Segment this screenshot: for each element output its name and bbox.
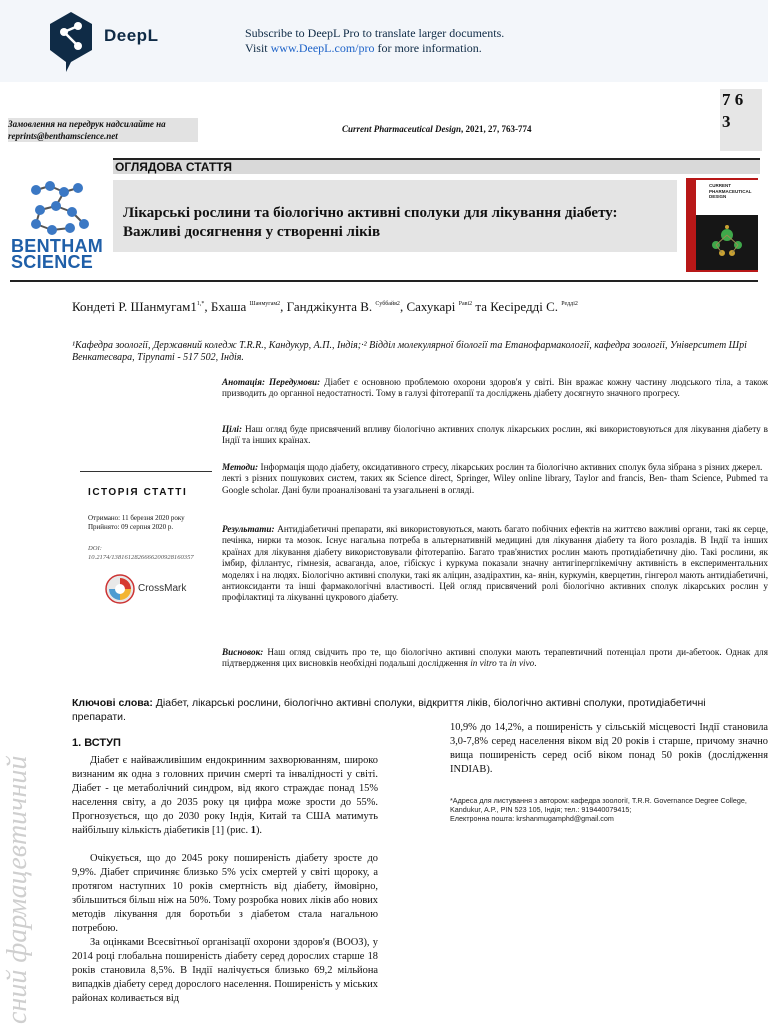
doi-label: DOI:	[88, 545, 102, 552]
keywords-label: Ключові слова:	[72, 697, 153, 709]
article-title-line1: Лікарські рослини та біологічно активні сполуки для лікування діабету:	[123, 205, 618, 221]
section-heading-introduction: 1. ВСТУП	[72, 737, 121, 749]
abstract-background-label: Анотація: Передумови:	[222, 377, 321, 387]
abstract-results	[222, 524, 768, 604]
body-paragraph-3: За оцінками Всесвітньої організації охорони здоров'я (ВООЗ), у 2014 році глобальна поширеність діабету серед дорослих старше 18 років становила 8,5%. В Індії налічується близько 69,2 мільйона випадків діабету серед дорослого населення. Поширеність у міських районах коливається від	[72, 937, 378, 1004]
body-paragraph-1-end: ).	[255, 825, 262, 836]
journal-name: Current Pharmaceutical Design	[342, 124, 462, 134]
figure-ref[interactable]: 1	[250, 825, 256, 836]
bentham-molecule-logo-icon	[26, 180, 94, 238]
author-2-sup: Шанмугам2	[249, 301, 281, 307]
article-history-dates	[88, 514, 185, 532]
reprint-notice	[8, 118, 198, 142]
received-date: Отримано: 11 березня 2020 року	[88, 514, 185, 522]
author-2: , Бхаша	[204, 299, 250, 314]
author-5: та Кесіредді С.	[472, 299, 562, 314]
author-4-sup: Раві2	[458, 301, 473, 307]
abstract-objective	[222, 424, 768, 447]
journal-cover-title: CURRENT PHARMACEUTICAL DESIGN	[709, 183, 752, 199]
accepted-date: Прийнято: 09 серпня 2020 р.	[88, 523, 174, 531]
page-range-line1: 7 6	[722, 90, 744, 109]
publisher-name-1: BENTHAM	[11, 236, 104, 256]
header-divider	[10, 280, 758, 282]
keywords	[72, 696, 742, 724]
reprint-line1: Замовлення на передрук надсилайте на	[8, 119, 166, 129]
abstract-results-label: Результати:	[222, 524, 275, 534]
deepl-msg-line2	[245, 41, 504, 56]
abstract-results-text: Антидіабетичні препарати, які використовуються, мають багато побічних ефектів на життєво важливі органи, такі як серце, печінка, нирки та мозок. Існує нагальна потреба в альтернативній медицині для лікування діабету та його розладів. В Індії та інших країнах для лікування діабету використовували фітотерапію. Багато трав'янистих рослин мають протидіабетичну дію. Такі рослини, як імбир, філлантус, гімнезія, асваганда, алое, гібіскус і куркума показали значну антигіперглікемічну активність в експериментальних моделях і на людях. Біологічно активні сполуки, такі як аліцин, азадірахтин, ка- янін, куркумін, кверцетин, гінгерол мають антидіабетичні, антиоксиданти та інші фармакологічні властивості. Цей огляд присвячений ролі біологічно активних сполук лікарських рослин у профілактиці та лікуванні цукрового діабету.	[222, 524, 768, 603]
article-history-title: ІСТОРІЯ СТАТТІ	[88, 487, 188, 498]
article-title	[123, 204, 663, 242]
abstract-conclusion-mid: та	[496, 658, 510, 669]
deepl-subscribe-message	[245, 26, 504, 56]
author-5-sup: Редді2	[561, 301, 578, 307]
deepl-msg-suffix: for more information.	[374, 41, 482, 55]
deepl-msg-prefix: Visit	[245, 41, 271, 55]
abstract-objective-text: Наш огляд буде присвячений впливу біологічно активних сполук лікарських рослин, які використовуються для лікування діабету в Індії та інших країнах.	[222, 424, 768, 446]
abstract-conclusion-end: .	[534, 658, 537, 669]
article-type: ОГЛЯДОВА СТАТТЯ	[113, 158, 760, 174]
journal-citation	[342, 124, 532, 134]
body-paragraph-1-text: Діабет є найважливішим ендокринним захворюванням, широко визнаним як одна з головних причин смерті та інвалідності у світі. Діабет - це метаболічний синдром, від якого страждає понад 15% населення світу, а до 2035 року ця цифра може зрости до 55%. Прогнозується, що до 2030 року Індія, Китай та США матимуть найбільшу кількість діабетиків [1] (рис.	[72, 755, 378, 836]
history-divider	[80, 471, 212, 472]
abstract-conclusion-text: Наш огляд свідчить про те, що біологічно активні сполуки мають терапевтичний потенціал проти ди-абетоок. Однак для підтвердження цих висновків необхідні подальші дослідження	[222, 647, 768, 669]
page-range-line2: 3	[722, 112, 731, 131]
article-doi	[88, 544, 218, 562]
author-affiliations: ¹Кафедра зоології, Державний коледж T.R.R., Кандукур, А.П., Індія;·² Відділ молекулярної біології та Етанофармакології, кафедра зоології, Університет Шрі Венкатесвара, Тірупаті - 517 502, Індія.	[72, 340, 747, 363]
vertical-watermark	[0, 640, 36, 1024]
bentham-science-logo	[11, 238, 103, 270]
correspondence-footnote	[450, 796, 750, 823]
author-4: , Сахукарі	[399, 299, 459, 314]
keywords-text: Діабет, лікарські рослини, біологічно активні сполуки, відкриття ліків, біологічно активні сполуки, протидіабетичні препарати.	[72, 697, 706, 723]
deepl-brand-name: DeepL	[104, 26, 159, 45]
footnote-email: Електронна пошта: krshanmugamphd@gmail.com	[450, 814, 614, 823]
abstract-methods-label: Методи:	[222, 462, 259, 472]
footnote-address: *Адреса для листування з автором: кафедра зоології, T.R.R. Governance Degree College, Kandukur, A.P., PIN 523 105, Індія; тел.: 919440079415;	[450, 796, 747, 814]
crossmark-icon[interactable]	[105, 574, 135, 604]
journal-volume: , 2021, 27, 763-774	[461, 124, 532, 134]
deepl-share-icon[interactable]	[46, 10, 96, 74]
body-paragraph-1	[72, 754, 378, 838]
abstract-methods	[222, 462, 768, 496]
abstract-conclusion	[222, 647, 768, 670]
deepl-pro-link[interactable]: www.DeepL.com/pro	[270, 41, 375, 55]
author-3-sup: Суббайя2	[375, 301, 400, 307]
page-range-box	[720, 89, 762, 151]
abstract-methods-text: Інформація щодо діабету, оксидативного стресу, лікарських рослин та біологічно активних сполук була зібрана з різних джерел.	[258, 462, 763, 472]
crossmark-label[interactable]: CrossMark	[138, 583, 187, 594]
abstract-objective-label: Цілі:	[222, 424, 243, 434]
author-list	[72, 296, 742, 315]
abstract-methods-text2: лекті з різних пошукових систем, таких як Science direct, Springer, Wiley online library, Taylor and francis, Ben- tham Science, Pubmed та Google scholar. Дані були проаналізовані та узагальнені в огляді.	[222, 473, 768, 495]
publisher-name-2: SCIENCE	[11, 252, 94, 272]
journal-cover-art-icon	[696, 215, 758, 270]
body-paragraph-right: 10,9% до 14,2%, а поширеність у сільській місцевості Індії становила 3,0-7,8% серед населення віком від 20 років і старше, причому значно вища поширеність серед осіб віком понад 50 років (дослідження INDIAB).	[450, 722, 768, 775]
reprint-email: reprints@benthamscience.net	[8, 131, 118, 141]
author-1: Кондеті Р. Шанмугам1	[72, 299, 197, 314]
in-vitro-term: in vitro	[470, 658, 497, 669]
article-title-line2: Важливі досягнення у створенні ліків	[123, 224, 381, 240]
abstract-background-text: Діабет є основною проблемою охорони здоров'я у світі. Він вражає кожну частину людського тіла, а також призводить до органної недостатності. Тому в галузі фітотерапії та досліджень діабету досягнуто значного прогресу.	[222, 377, 768, 399]
in-vivo-term: in vivo	[509, 658, 535, 669]
doi-link[interactable]: 10.2174/1381612826666200928160357	[88, 554, 194, 561]
abstract-background	[222, 377, 768, 400]
author-3: , Ганджікунта В.	[280, 299, 376, 314]
watermark-text: сний фармацевтичний	[2, 755, 33, 1024]
abstract-conclusion-label: Висновок:	[222, 647, 264, 657]
body-paragraph-2: Очікується, що до 2045 року поширеність діабету зросте до 9,9%. Діабет спричиняє близько 5% усіх смертей у світі щороку, а протягом наступних 10 років смертність від діабету, ймовірно, збільшиться більш ніж на 50%. Тому розробка нових ліків або нових методів лікування для боротьби з діабетом стала нагальною потребою.	[72, 853, 378, 934]
deepl-msg-line1: Subscribe to DeepL Pro to translate larger documents.	[245, 26, 505, 40]
author-1-sup: 1,*	[196, 301, 205, 307]
